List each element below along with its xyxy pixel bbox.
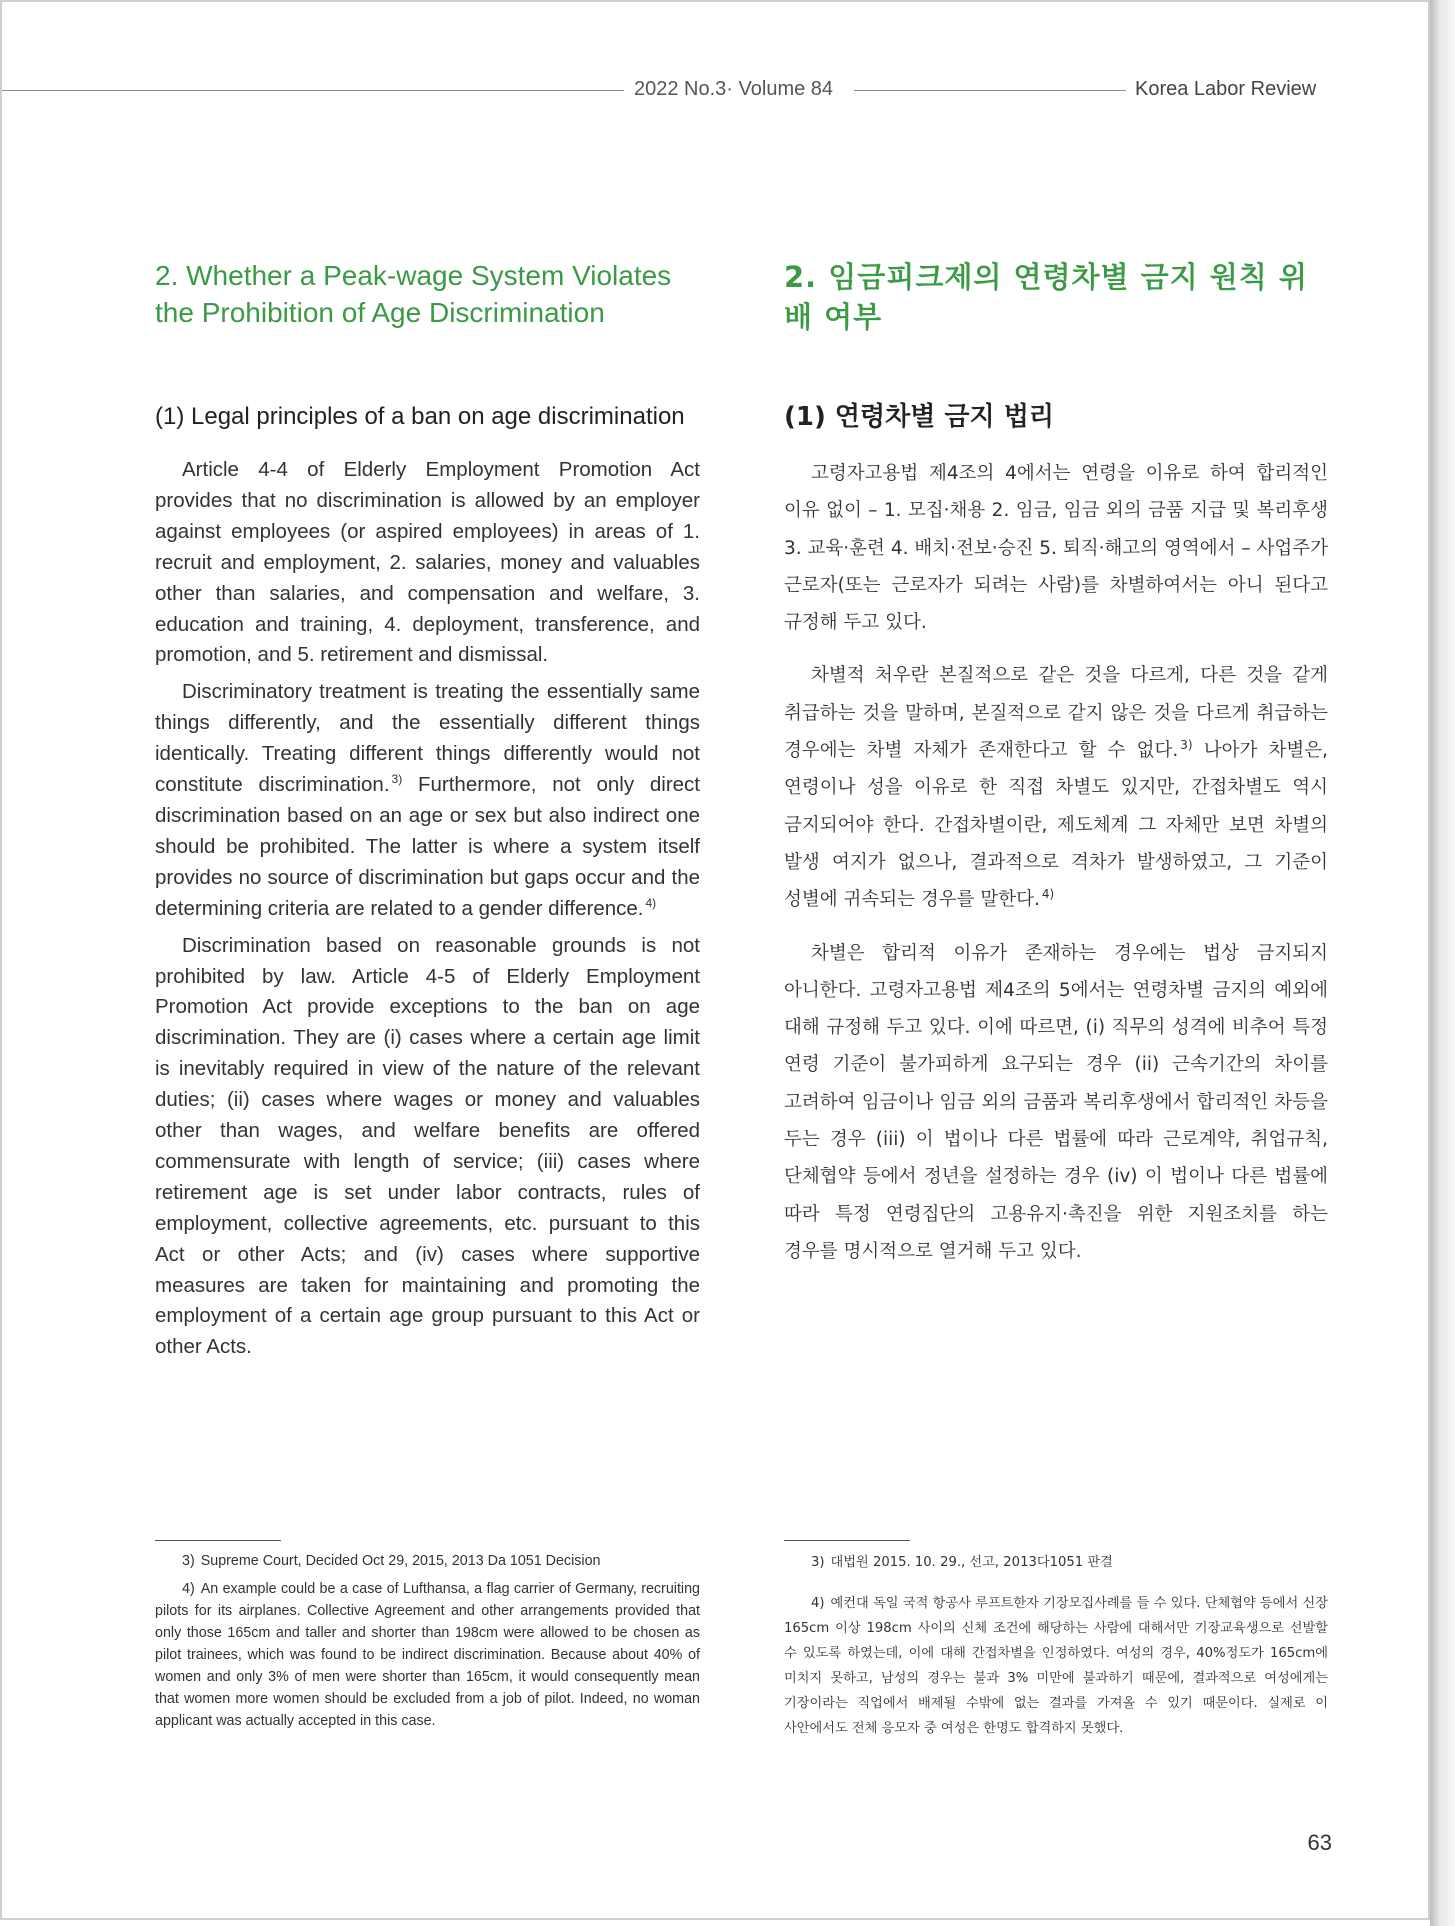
paragraph-text: 차별은 합리적 이유가 존재하는 경우에는 법상 금지되지 아니한다. 고령자고용법 제4조의 5에서는 연령차별 금지의 예외에 대해 규정해 두고 있다. 이에 따르면, (i) 직무의 성격에 비추어 특정 연령 기준이 불가피하게 요구되는 경우 (ii) 근속기간의 차이를 고려하여 임금이나 임금 외의 금품과 복리후생에서 합리적인 차등을 두는 경우 (iii) 이 법이나 다른 법률에 따라 근로계약, 취업규칙, 단체협약 등에서 정년을 설정하는 경우 (iv) 이 법이나 다른 법률에 따라 특정 연령집단의 고용유지·촉진을 위한 지원조치를 하는 경우를 명시적으로 열거해 두고 있다. bbox=[784, 942, 1328, 1262]
footnote-rule-korean bbox=[784, 1540, 910, 1541]
english-footnotes bbox=[155, 1550, 700, 1738]
footnote-ref-4[interactable]: 4) bbox=[645, 895, 657, 910]
footnote-text: 대법원 2015. 10. 29., 선고, 2013다1051 판결 bbox=[830, 1555, 1113, 1570]
paragraph-text: Discriminatory treatment is treating the essentially same things differently, and the essentially different things identically. Treating different things differently would not constitute discrimination. bbox=[155, 680, 700, 797]
korean-subsection-title: (1) 연령차별 금지 법리 bbox=[784, 402, 1054, 432]
footnote-number: 4) bbox=[182, 1581, 195, 1597]
korean-paragraph bbox=[784, 455, 1328, 641]
english-paragraph bbox=[155, 455, 700, 671]
footnote-ref-3[interactable]: 3) bbox=[391, 772, 403, 787]
paragraph-text: 차별적 처우란 본질적으로 같은 것을 다르게, 다른 것을 같게 취급하는 것을 말하며, 본질적으로 같지 않은 것을 다르게 취급하는 경우에는 차별 자체가 존재한다고 할 수 없다. bbox=[784, 665, 1328, 762]
footnote-text: An example could be a case of Lufthansa, a flag carrier of Germany, recruiting pilots for its airplanes. Collective Agreement and other arrangements provided that only those 165cm and taller and shorter than 198cm were allowed to be chosen as pilot trainees, which was found to be indirect discrimination. Because about 40% of women and only 3% of men were shorter than 165cm, it would consequently mean that women more women should be excluded from a job of pilot. Indeed, no woman applicant was actually accepted in this case. bbox=[155, 1581, 700, 1729]
korean-paragraph bbox=[784, 657, 1328, 918]
english-paragraph bbox=[155, 931, 700, 1364]
paragraph-text: Discrimination based on reasonable grounds is not prohibited by law. Article 4-5 of Elderly Employment Promotion Act provide exceptions to the ban on age discrimination. They are (i) cases where a certain age limit is inevitably required in view of the nature of the relevant duties; (ii) cases where wages or money and valuables other than wages, and welfare benefits are offered commensurate with length of service; (iii) cases where retirement age is set under labor contracts, rules of employment, collective agreements, etc. pursuant to this Act or other Acts; and (iv) cases where supportive measures are taken for maintaining and promoting the employment of a certain age group pursuant to this Act or other Acts. bbox=[155, 933, 700, 1359]
paragraph-text: Article 4-4 of Elderly Employment Promotion Act provides that no discrimination is allowed by an employer against employees (or aspired employees) in areas of 1. recruit and employment, 2. salaries, money and valuables other than salaries, and compensation and welfare, 3. education and training, 4. deployment, transference, and promotion, and 5. retirement and dismissal. bbox=[155, 458, 700, 667]
footnote-ref-3[interactable]: 3) bbox=[1180, 737, 1193, 752]
footnote-rule-english bbox=[155, 1540, 281, 1541]
journal-title: Korea Labor Review bbox=[1135, 78, 1317, 100]
korean-footnotes bbox=[784, 1550, 1328, 1757]
english-paragraph bbox=[155, 677, 700, 924]
footnote-4 bbox=[155, 1578, 700, 1732]
footnote-number: 3) bbox=[811, 1555, 825, 1570]
paragraph-text: 고령자고용법 제4조의 4에서는 연령을 이유로 하여 합리적인 이유 없이 – 1. 모집·채용 2. 임금, 임금 외의 금품 지급 및 복리후생 3. 교육·훈련 4. 배치·전보·승진 5. 퇴직·해고의 영역에서 – 사업주가 근로자(또는 근로자가 되려는 사람)를 차별하여서는 아니 된다고 규정해 두고 있다. bbox=[784, 463, 1328, 634]
korean-column bbox=[784, 257, 1328, 1286]
footnote-text: 예컨대 독일 국적 항공사 루프트한자 기장모집사례를 들 수 있다. 단체협약 등에서 신장 165cm 이상 198cm 사이의 신체 조건에 해당하는 사람에 대해서만 기장교육생으로 선발할 수 있도록 하였는데, 이에 대해 간접차별을 인정하였다. 여성의 경우, 40%정도가 165cm에 미치지 못하고, 남성의 경우는 불과 3% 미만에 불과하기 때문에, 결과적으로 여성에게는 기장이라는 직업에서 배제될 수밖에 없는 결과를 가져올 수 있기 때문이다. 실제로 이 사안에서도 전체 응모자 중 여성은 한명도 합격하지 못했다. bbox=[784, 1596, 1328, 1736]
paragraph-text: Furthermore, not only direct discrimination based on an age or sex but also indirect one should be prohibited. The latter is where a system itself provides no source of discrimination but gaps occur and the determining criteria are related to a gender difference. bbox=[155, 773, 700, 920]
footnote-4 bbox=[784, 1591, 1328, 1741]
english-section-title: 2. Whether a Peak-wage System Violates the Prohibition of Age Discrimination bbox=[155, 260, 672, 328]
issue-label: 2022 No.3· Volume 84 bbox=[634, 78, 834, 100]
footnote-text: Supreme Court, Decided Oct 29, 2015, 2013 Da 1051 Decision bbox=[200, 1553, 601, 1569]
korean-section-title: 2. 임금피크제의 연령차별 금지 원칙 위배 여부 bbox=[784, 260, 1308, 334]
footnote-number: 3) bbox=[182, 1553, 195, 1569]
header-rule-left bbox=[2, 90, 624, 91]
korean-paragraph bbox=[784, 935, 1328, 1271]
header-rule-right bbox=[854, 90, 1126, 91]
page-edge-shadow bbox=[1430, 0, 1455, 1926]
footnote-3 bbox=[155, 1550, 700, 1572]
footnote-ref-4[interactable]: 4) bbox=[1041, 887, 1055, 902]
footnote-3 bbox=[784, 1550, 1328, 1575]
paragraph-text: 나아가 차별은, 연령이나 성을 이유로 한 직접 차별도 있지만, 간접차별도 역시 금지되어야 한다. 간접차별이란, 제도체계 그 자체만 보면 차별의 발생 여지가 없으나, 결과적으로 격차가 발생하였고, 그 기준이 성별에 귀속되는 경우를 말한다. bbox=[784, 740, 1328, 911]
english-column bbox=[155, 257, 700, 1369]
page-number: 63 bbox=[1307, 1830, 1332, 1855]
footnote-number: 4) bbox=[811, 1596, 825, 1611]
english-subsection-title: (1) Legal principles of a ban on age discrimination bbox=[155, 403, 685, 430]
